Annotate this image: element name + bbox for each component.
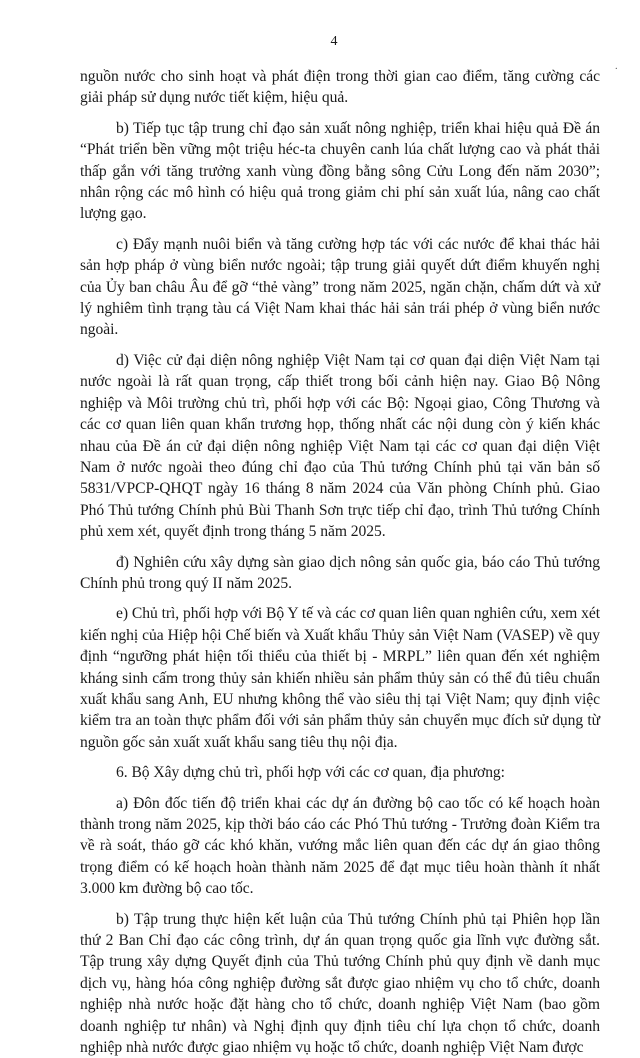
- paragraph-continuation: nguồn nước cho sinh hoạt và phát điện trong thời gian cao điểm, tăng cường các giải pháp sử dụng nước tiết kiệm, hiệu quả.: [80, 68, 600, 107]
- paragraph-item-e-vasep: e) Chủ trì, phối hợp với Bộ Y tế và các cơ quan liên quan nghiên cứu, xem xét kiến nghị của Hiệp hội Chế biến và Xuất khẩu Thủy sản Việt Nam (VASEP) về quy định “ngưỡng phát hiện tối thiểu của thiết bị - MRPL” liên quan đến xét nghiệm kháng sinh cấm trong thủy sản khiến nhiều sản phẩm thủy sản có thể đủ tiêu chuẩn xuất khẩu sang Anh, EU nhưng không thể vào siêu thị tại Việt Nam; quy định việc kiểm tra an toàn thực phẩm đối với sản phẩm thủy sản chuyển mục đích sử dụng từ nguồn gốc sản xuất xuất khẩu sang tiêu thụ nội địa.: [80, 605, 600, 751]
- document-body: [80, 66, 600, 1058]
- scan-edge-mark: ·: [614, 64, 618, 75]
- paragraph-item-d-representatives: d) Việc cử đại diện nông nghiệp Việt Nam tại cơ quan đại diện Việt Nam tại nước ngoài là rất quan trọng, cấp thiết trong bối cảnh hiện nay. Giao Bộ Nông nghiệp và Môi trường chủ trì, phối hợp với các Bộ: Ngoại giao, Công Thương và các cơ quan liên quan khẩn trương họp, thống nhất các nội dung còn ý kiến khác nhau của Đề án cử đại diện nông nghiệp Việt Nam tại các cơ quan đại diện Việt Nam ở nước ngoài theo đúng chỉ đạo của Thủ tướng Chính phủ tại văn bản số 5831/VPCP-QHQT ngày 16 tháng 8 năm 2024 của Văn phòng Chính phủ. Giao Phó Thủ tướng Chính phủ Bùi Thanh Sơn trực tiếp chỉ đạo, trình Thủ tướng Chính phủ xem xét, quyết định trong tháng 5 năm 2025.: [80, 351, 600, 541]
- paragraph-item-a-expressway: a) Đôn đốc tiến độ triển khai các dự án đường bộ cao tốc có kế hoạch hoàn thành trong năm 2025, kịp thời báo cáo các Phó Thủ tướng - Trưởng đoàn Kiểm tra về rà soát, tháo gỡ các khó khăn, vướng mắc liên quan đến các dự án giao thông trọng điểm có kế hoạch hoàn thành năm 2025 để đạt mục tiêu hoàn thành ít nhất 3.000 km đường bộ cao tốc.: [80, 794, 600, 898]
- section-6-heading: 6. Bộ Xây dựng chủ trì, phối hợp với các cơ quan, địa phương:: [116, 764, 505, 782]
- paragraph-item-b-railway: b) Tập trung thực hiện kết luận của Thủ tướng Chính phủ tại Phiên họp lần thứ 2 Ban Chỉ đạo các công trình, dự án quan trọng quốc gia lĩnh vực đường sắt. Tập trung xây dựng Quyết định của Thủ tướng Chính phủ quy định về danh mục dịch vụ, hàng hóa công nghiệp đường sắt được giao nhiệm vụ cho tổ chức, doanh nghiệp nhà nước hoặc đặt hàng cho tổ chức, doanh nghiệp Việt Nam (bao gồm doanh nghiệp tư nhân) và Nghị định quy định tiêu chí lựa chọn tổ chức, doanh nghiệp nhà nước được giao nhiệm vụ hoặc tổ chức, doanh nghiệp Việt Nam được: [80, 910, 600, 1057]
- paragraph-item-dd-exchange: đ) Nghiên cứu xây dựng sàn giao dịch nông sản quốc gia, báo cáo Thủ tướng Chính phủ trong quý II năm 2025.: [80, 553, 600, 592]
- paragraph-item-b-agriculture: b) Tiếp tục tập trung chỉ đạo sản xuất nông nghiệp, triển khai hiệu quả Đề án “Phát triển bền vững một triệu héc-ta chuyên canh lúa chất lượng cao và phát thải thấp gắn với tăng trưởng xanh vùng đồng bằng sông Cửu Long đến năm 2030”; nhân rộng các mô hình có hiệu quả trong giảm chi phí sản xuất lúa, nâng cao chất lượng gạo.: [80, 119, 600, 223]
- page-number: 4: [330, 34, 338, 49]
- paragraph-item-c-fisheries: c) Đẩy mạnh nuôi biển và tăng cường hợp tác với các nước để khai thác hải sản hợp pháp ở vùng biển nước ngoài; tập trung giải quyết dứt điểm khuyến nghị của Ủy ban châu Âu để gỡ “thẻ vàng” trong năm 2025, ngăn chặn, chấm dứt và xử lý nghiêm tình trạng tàu cá Việt Nam khai thác hải sản trái phép ở vùng biển nước ngoài.: [80, 235, 600, 339]
